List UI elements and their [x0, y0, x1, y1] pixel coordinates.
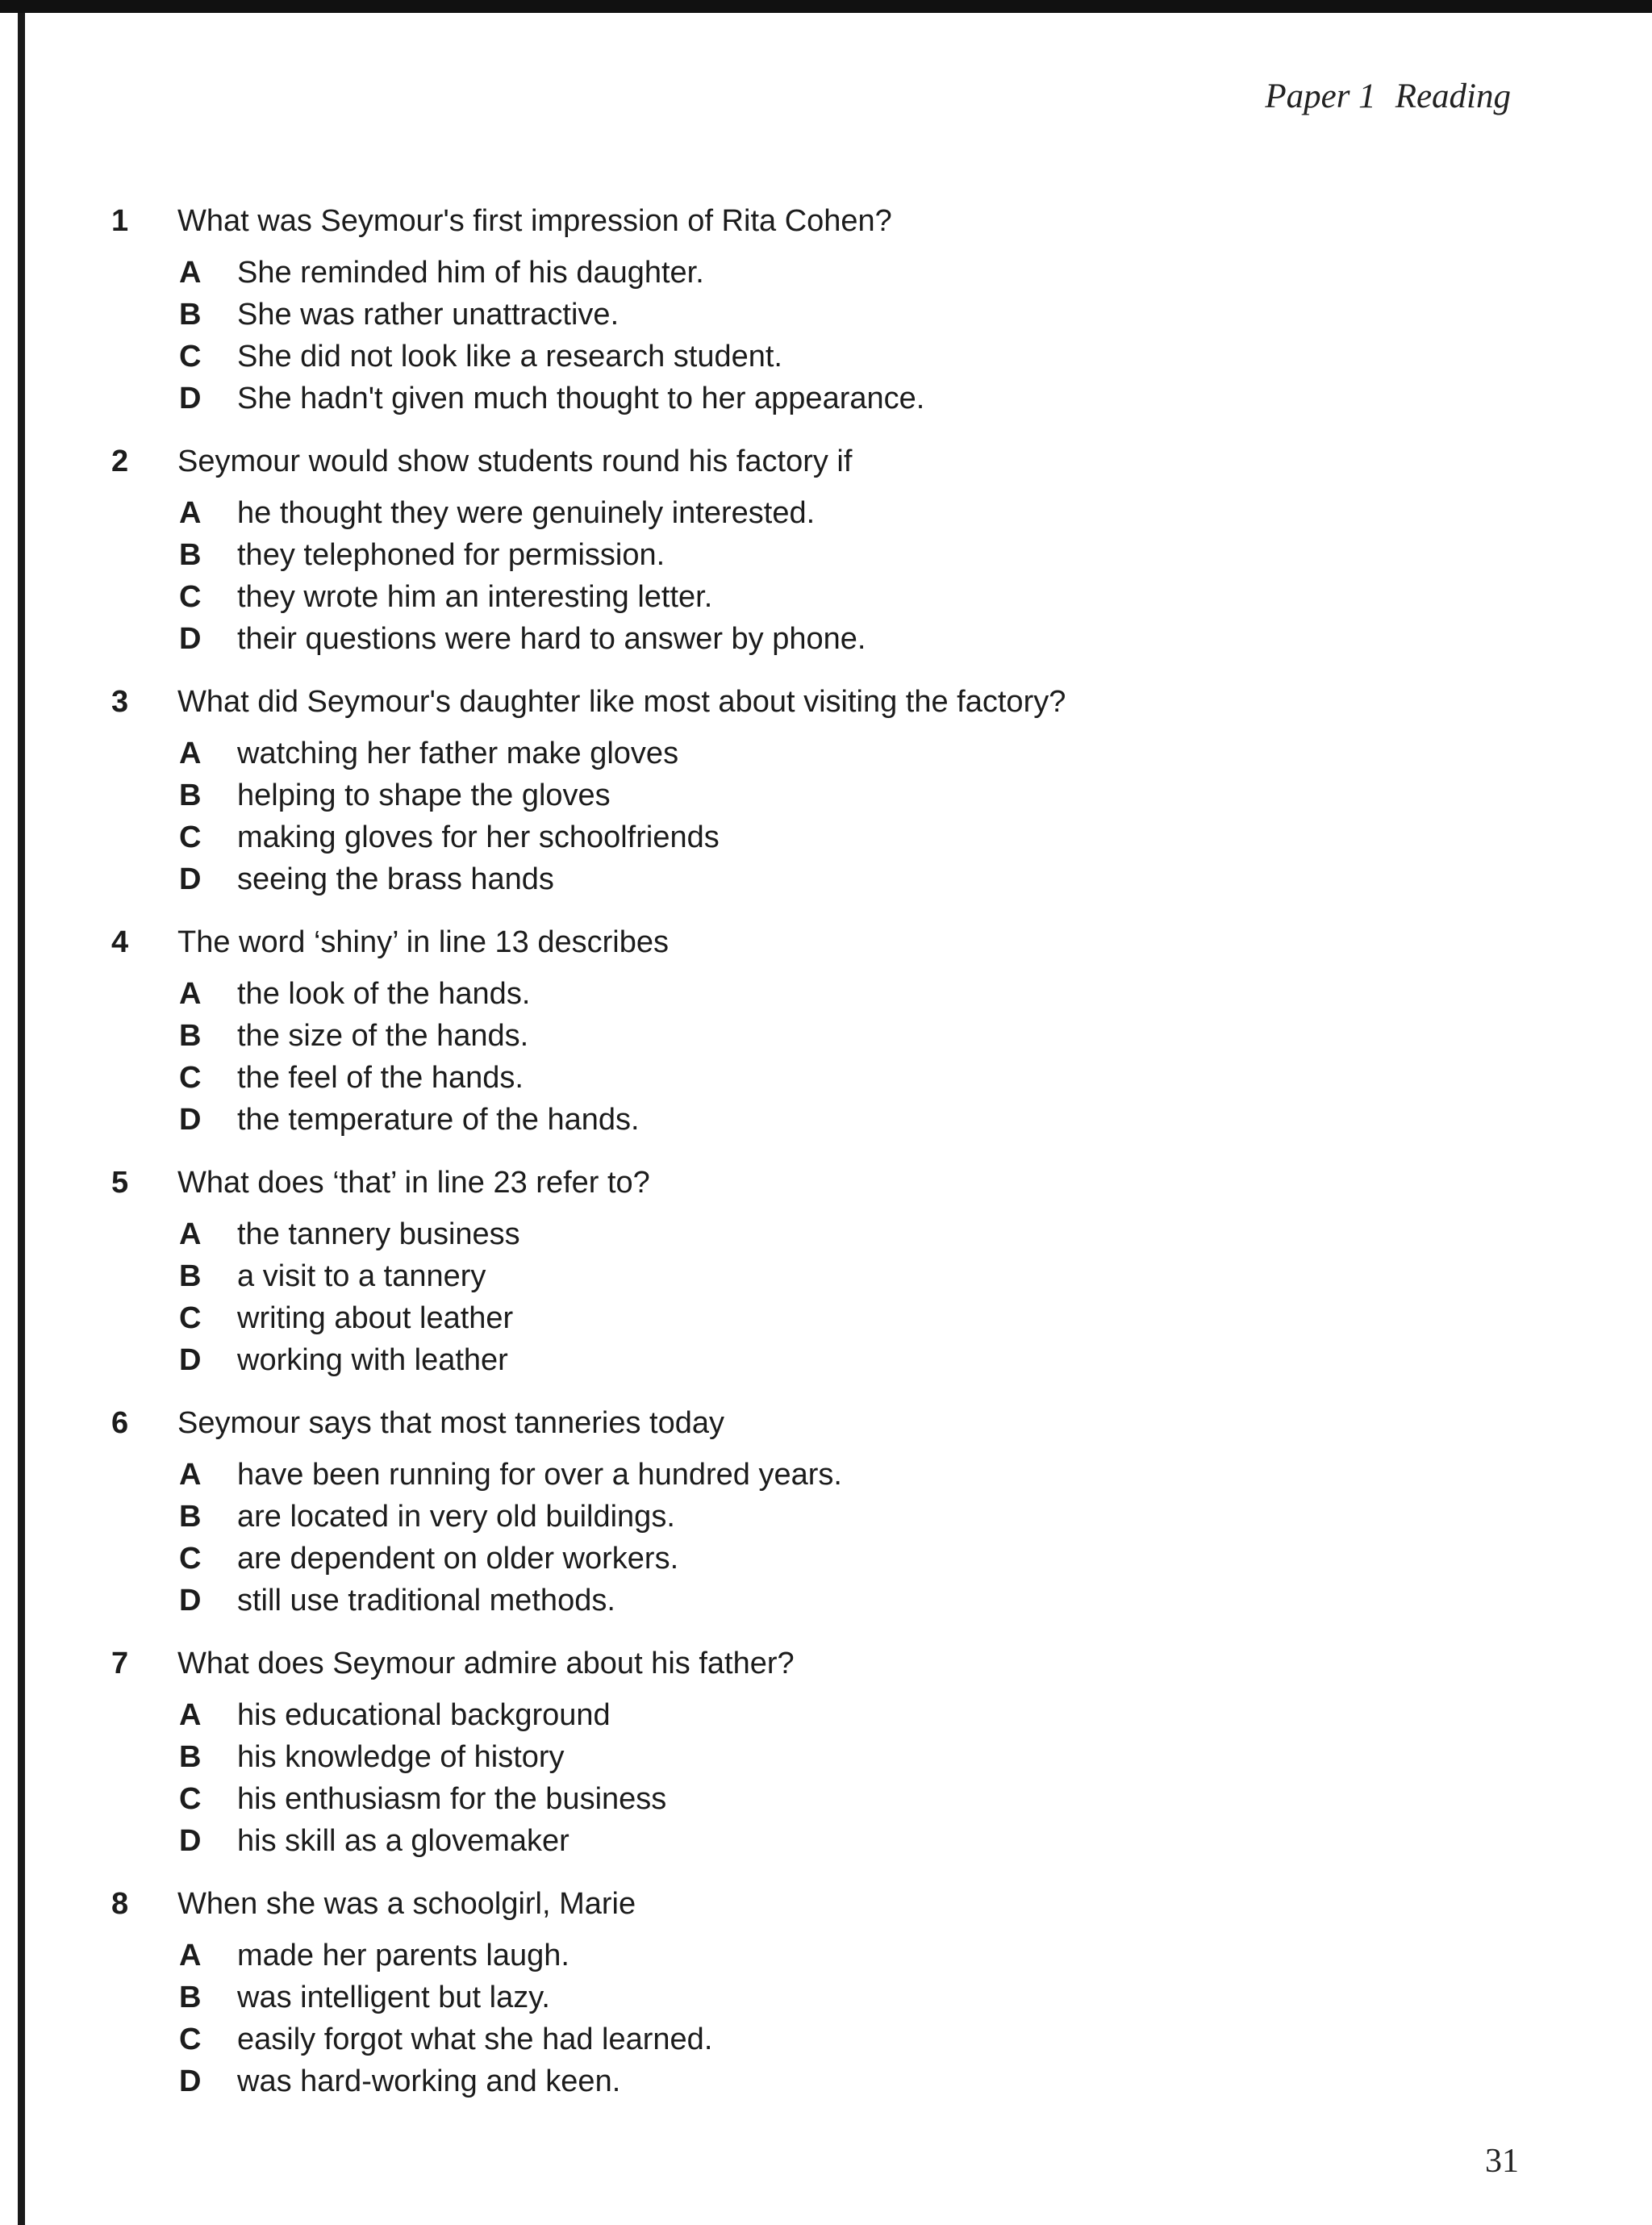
- option-text: was intelligent but lazy.: [237, 1981, 550, 2014]
- option-letter: D: [179, 1584, 202, 1618]
- option-letter: C: [179, 820, 202, 854]
- option-letter: A: [179, 1939, 202, 1972]
- option-text: seeing the brass hands: [237, 862, 554, 896]
- option-text: have been running for over a hundred years.: [237, 1458, 842, 1492]
- option-letter: A: [179, 737, 202, 770]
- option-text: they telephoned for permission.: [237, 538, 665, 572]
- option-letter: B: [179, 538, 202, 572]
- option-text: watching her father make gloves: [237, 737, 679, 770]
- option-letter: D: [179, 382, 202, 415]
- option-text: She hadn't given much thought to her appearance.: [237, 382, 925, 415]
- option-text: She did not look like a research student.: [237, 340, 782, 374]
- option-text: his skill as a glovemaker: [237, 1824, 569, 1858]
- option-letter: A: [179, 977, 202, 1011]
- option-text: he thought they were genuinely interested.: [237, 496, 816, 530]
- option-letter: C: [179, 1301, 202, 1335]
- option-letter: C: [179, 1782, 202, 1816]
- option-letter: C: [179, 1542, 202, 1576]
- question-stem: What was Seymour's first impression of Rita Cohen?: [177, 204, 892, 238]
- option-letter: B: [179, 1740, 202, 1774]
- option-letter: D: [179, 1343, 202, 1377]
- running-header: [1265, 77, 1511, 116]
- option-text: was hard-working and keen.: [237, 2064, 621, 2098]
- option-letter: D: [179, 862, 202, 896]
- option-letter: D: [179, 1824, 202, 1858]
- question-number: 7: [111, 1647, 129, 1680]
- option-text: their questions were hard to answer by phone.: [237, 622, 866, 656]
- question-number: 8: [111, 1887, 129, 1921]
- option-text: his enthusiasm for the business: [237, 1782, 667, 1816]
- option-text: the tannery business: [237, 1217, 520, 1251]
- option-text: working with leather: [237, 1343, 508, 1377]
- option-letter: C: [179, 580, 202, 614]
- option-letter: D: [179, 622, 202, 656]
- option-letter: B: [179, 1981, 202, 2014]
- option-letter: A: [179, 256, 202, 290]
- option-text: writing about leather: [237, 1301, 514, 1335]
- header-section: Reading: [1395, 77, 1511, 115]
- option-letter: C: [179, 2023, 202, 2056]
- option-text: the size of the hands.: [237, 1019, 529, 1053]
- question-number: 5: [111, 1166, 129, 1200]
- option-text: his educational background: [237, 1698, 611, 1732]
- option-text: making gloves for her schoolfriends: [237, 820, 720, 854]
- option-letter: D: [179, 1103, 202, 1137]
- option-text: She reminded him of his daughter.: [237, 256, 704, 290]
- question-number: 4: [111, 925, 129, 959]
- option-text: helping to shape the gloves: [237, 779, 611, 812]
- option-text: easily forgot what she had learned.: [237, 2023, 713, 2056]
- question-stem: What does Seymour admire about his father?: [177, 1647, 795, 1680]
- left-edge-bar: [18, 13, 25, 2225]
- option-text: are dependent on older workers.: [237, 1542, 679, 1576]
- option-text: a visit to a tannery: [237, 1259, 486, 1293]
- option-text: She was rather unattractive.: [237, 298, 620, 332]
- option-letter: A: [179, 1698, 202, 1732]
- question-number: 6: [111, 1406, 129, 1440]
- option-text: made her parents laugh.: [237, 1939, 569, 1972]
- option-letter: B: [179, 1500, 202, 1534]
- option-letter: C: [179, 1061, 202, 1095]
- option-text: the temperature of the hands.: [237, 1103, 640, 1137]
- option-letter: A: [179, 1458, 202, 1492]
- option-letter: A: [179, 1217, 202, 1251]
- option-letter: C: [179, 340, 202, 374]
- question-stem: What did Seymour's daughter like most about visiting the factory?: [177, 685, 1066, 719]
- option-text: are located in very old buildings.: [237, 1500, 675, 1534]
- option-text: his knowledge of history: [237, 1740, 565, 1774]
- option-letter: B: [179, 1019, 202, 1053]
- question-stem: When she was a schoolgirl, Marie: [177, 1887, 636, 1921]
- option-text: still use traditional methods.: [237, 1584, 615, 1618]
- option-letter: D: [179, 2064, 202, 2098]
- question-stem: Seymour would show students round his factory if: [177, 445, 853, 478]
- option-letter: A: [179, 496, 202, 530]
- option-text: the look of the hands.: [237, 977, 531, 1011]
- option-text: the feel of the hands.: [237, 1061, 524, 1095]
- question-stem: Seymour says that most tanneries today: [177, 1406, 724, 1440]
- question-number: 2: [111, 445, 129, 478]
- top-edge-bar: [0, 0, 1652, 13]
- option-letter: B: [179, 779, 202, 812]
- question-stem: The word ‘shiny’ in line 13 describes: [177, 925, 670, 959]
- question-number: 3: [111, 685, 129, 719]
- question-number: 1: [111, 204, 129, 238]
- option-letter: B: [179, 298, 202, 332]
- question-stem: What does ‘that’ in line 23 refer to?: [177, 1166, 650, 1200]
- page-number: 31: [1485, 2143, 1519, 2180]
- header-paper: Paper 1: [1265, 77, 1376, 115]
- option-text: they wrote him an interesting letter.: [237, 580, 713, 614]
- option-letter: B: [179, 1259, 202, 1293]
